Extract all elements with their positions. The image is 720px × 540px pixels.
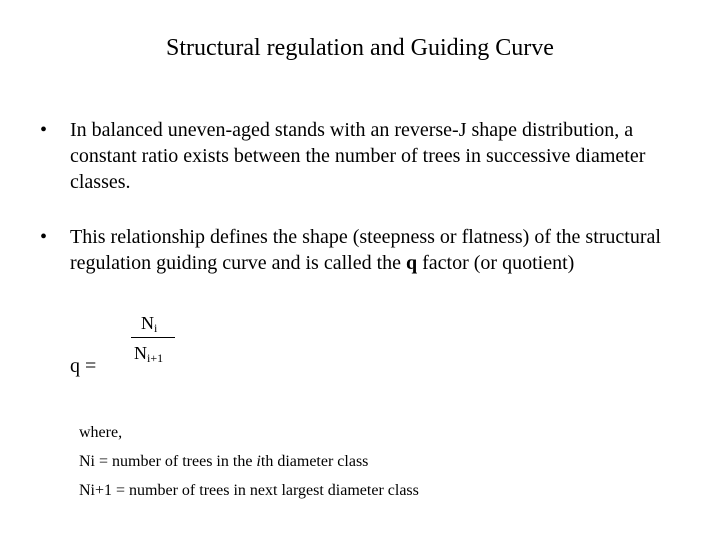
where-label: where, xyxy=(79,424,123,441)
fraction-denominator xyxy=(134,342,163,369)
bullet-point-1 xyxy=(40,117,680,195)
definition-ni-italic: i xyxy=(256,453,261,470)
fraction-bar xyxy=(131,337,175,338)
bullet-text xyxy=(70,224,680,276)
definitions-block xyxy=(79,418,419,505)
definition-ni-start: Ni = number of trees in the xyxy=(79,453,257,470)
bullet-text: In balanced uneven-aged stands with an reverse-J shape distribution, a constant ratio exists between the number of trees in successive diameter classes. xyxy=(70,119,646,193)
fraction-numerator xyxy=(141,312,157,339)
slide-title: Structural regulation and Guiding Curve xyxy=(166,35,554,61)
bullet-marker: • xyxy=(40,119,48,141)
formula-lhs: q = xyxy=(70,355,97,377)
denominator-symbol: N xyxy=(134,343,147,363)
definition-ni1: Ni+1 = number of trees in next largest diameter class xyxy=(79,482,419,499)
definition-ni-end: th diameter class xyxy=(260,453,369,470)
bullet-point-2 xyxy=(40,224,680,276)
numerator-symbol: N xyxy=(141,313,154,333)
q-factor-term: q xyxy=(406,252,418,274)
numerator-subscript: i xyxy=(154,321,158,335)
bullet-text-start: This relationship defines the shape (steepness or flatness) of the structural regulation guiding curve and is called the xyxy=(70,226,661,274)
definition-ni xyxy=(79,447,419,476)
bullet-text-end: factor (or quotient) xyxy=(417,252,575,274)
denominator-subscript: i+1 xyxy=(147,351,164,365)
bullet-marker: • xyxy=(40,226,48,248)
